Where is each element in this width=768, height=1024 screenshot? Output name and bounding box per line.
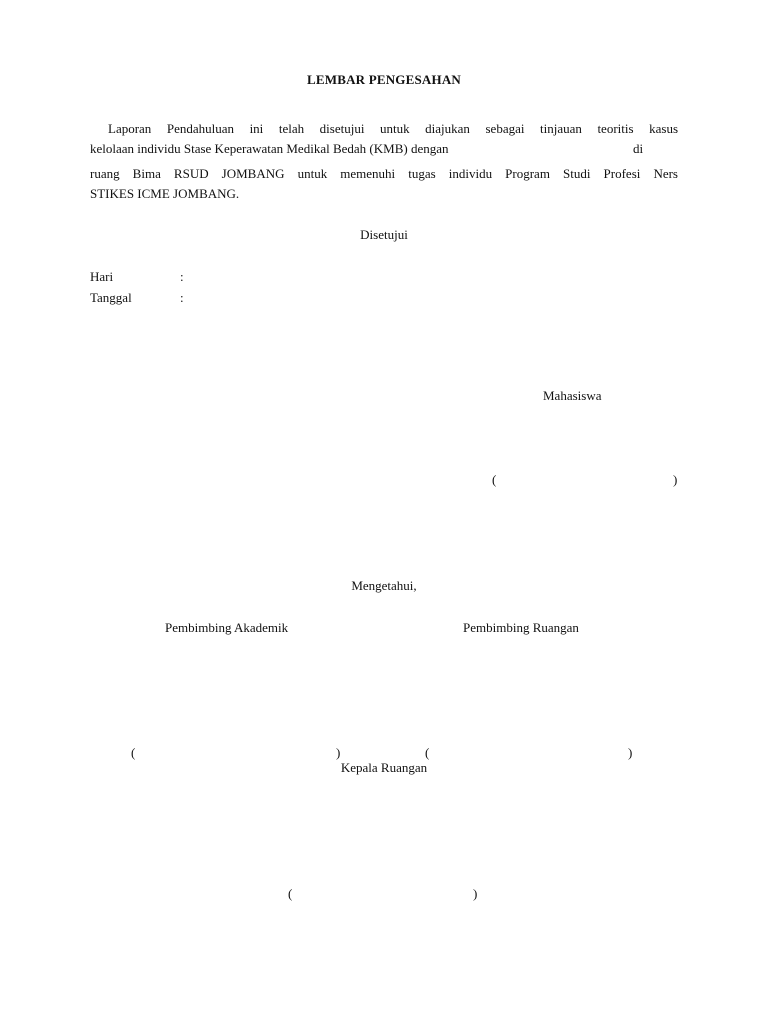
paragraph-line-4: STIKES ICME JOMBANG. <box>90 186 240 201</box>
paragraph-line-1: Laporan Pendahuluan ini telah disetujui untuk diajukan sebagai tinjauan teoritis kasus <box>108 121 678 136</box>
room-supervisor-label: Pembimbing Ruangan <box>463 620 579 635</box>
acknowledged-label: Mengetahui, <box>351 578 417 593</box>
approval-paragraph-cont <box>90 163 678 186</box>
paragraph-line-2-di: di <box>633 141 644 156</box>
room-signature-close-paren: ) <box>628 745 633 760</box>
student-label: Mahasiswa <box>543 388 602 403</box>
field-label-tanggal: Tanggal <box>90 290 132 305</box>
field-separator-hari: : <box>180 269 184 284</box>
paragraph-line-3: ruang Bima RSUD JOMBANG untuk memenuhi tugas individu Program Studi Profesi Ners <box>90 166 678 181</box>
academic-supervisor-label: Pembimbing Akademik <box>165 620 289 635</box>
field-separator-tanggal: : <box>180 290 184 305</box>
approved-label: Disetujui <box>360 227 408 242</box>
academic-signature-close-paren: ) <box>336 745 341 760</box>
approval-paragraph <box>90 118 678 141</box>
head-of-room-label: Kepala Ruangan <box>340 760 428 775</box>
paragraph-line-2: kelolaan individu Stase Keperawatan Medikal Bedah (KMB) dengan <box>90 141 449 156</box>
field-label-hari: Hari <box>90 269 114 284</box>
document-title: LEMBAR PENGESAHAN <box>307 72 461 87</box>
student-signature-open-paren: ( <box>492 472 497 487</box>
room-signature-open-paren: ( <box>425 745 430 760</box>
head-signature-close-paren: ) <box>473 886 478 901</box>
academic-signature-open-paren: ( <box>131 745 136 760</box>
student-signature-close-paren: ) <box>673 472 678 487</box>
head-signature-open-paren: ( <box>288 886 293 901</box>
